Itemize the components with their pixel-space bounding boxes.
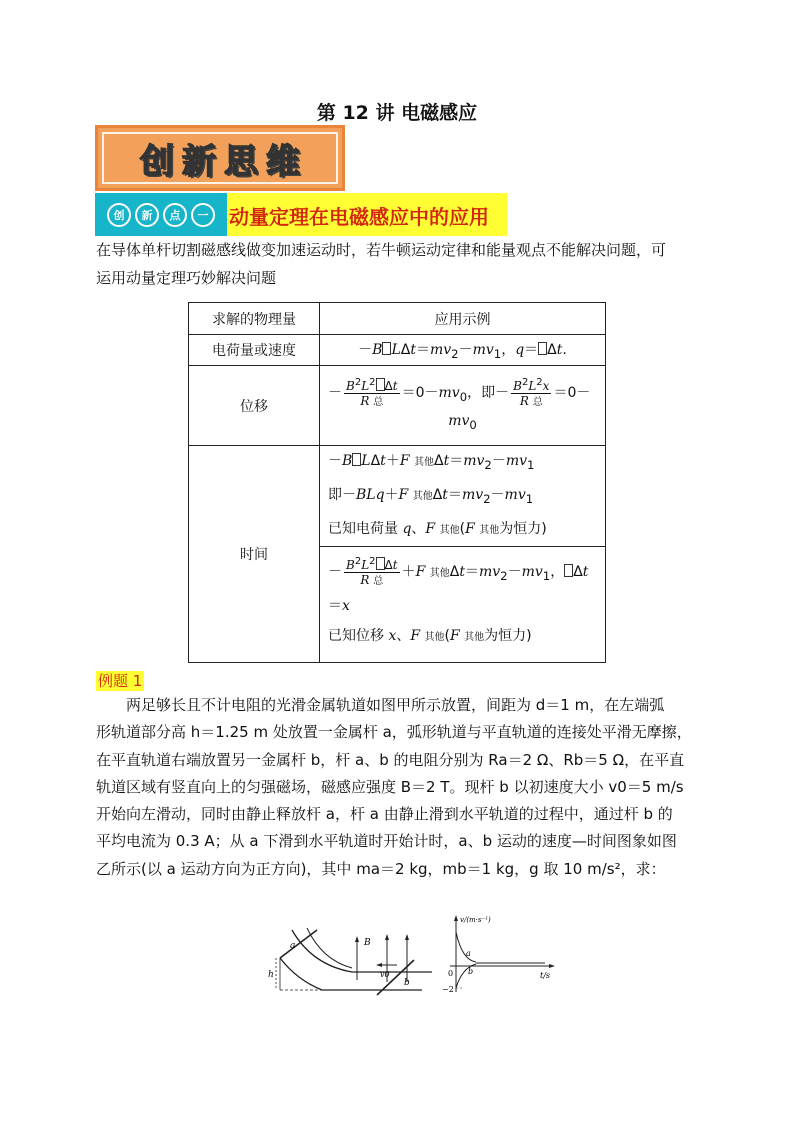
table-header-row <box>189 303 606 335</box>
example-line: 轨道区域有竖直向上的匀强磁场，磁感应强度 B＝2 T。现杆 b 以初速度大小 v0＝5 m/s <box>96 777 684 796</box>
y-axis-label: v/(m·s⁻¹) <box>460 916 491 924</box>
row-label: 电荷量或速度 <box>189 335 320 366</box>
intro-line: 运用动量定理巧妙解决问题 <box>96 269 277 287</box>
curve-b-label: b <box>468 967 474 976</box>
label-a: a <box>290 941 296 951</box>
example-label: 例题 1 <box>98 672 143 690</box>
badge-circle: 创 <box>107 203 131 227</box>
table-header: 应用示例 <box>320 303 606 335</box>
label-b: b <box>404 978 410 988</box>
intro-line: 在导体单杆切割磁感线做变加速运动时，若牛顿运动定律和能量观点不能解决问题，可 <box>96 241 667 259</box>
label-v0: v0 <box>380 970 390 979</box>
banner-char: 新 <box>182 141 216 182</box>
label-h: h <box>268 970 274 980</box>
table-row <box>189 366 606 446</box>
example-line: 在平直轨道右端放置另一金属杆 b，杆 a、b 的电阻分别为 Ra＝2 Ω、Rb＝5 Ω，在平直 <box>96 750 685 769</box>
table-row <box>189 335 606 366</box>
row-label: 时间 <box>189 446 320 663</box>
formula-time-charge: －B LΔt＋F 其他$\Delta t=mv_2-mv_1$ 即－BLq＋F 其他$\Delta t=mv_2-mv_1$ 已知电荷量 q、F 其他(F 其他为恒力) <box>320 446 606 547</box>
table-header: 求解的物理量 <box>189 303 320 335</box>
banner-frame <box>102 132 338 184</box>
innovation-point-badge <box>95 193 227 236</box>
example-line: 两足够长且不计电阻的光滑金属轨道如图甲所示放置，间距为 d＝1 m，在左端弧 <box>126 696 665 714</box>
curve-a-label: a <box>466 949 471 958</box>
example-line: 平均电流为 0.3 A；从 a 下滑到水平轨道时开始计时，a、b 运动的速度—时间图象如图 <box>96 832 677 851</box>
origin-label: 0 <box>448 969 454 978</box>
rail-diagram <box>262 920 442 1005</box>
formula-time-displacement: － $\frac{B^2L^2 \Delta t}{\text{R 总}}$ ＋F 其他$\Delta t=mv_2-mv_1$， Δt ＝x 已知位移 x、F 其他(F 其他为恒力) <box>320 546 606 662</box>
example-line: 乙所示(以 a 运动方向为正方向)，其中 ma＝2 kg，mb＝1 kg，g 取 10 m/s²，求： <box>96 859 666 878</box>
badge-circle: 新 <box>135 203 159 227</box>
banner-char: 思 <box>224 141 258 182</box>
formula-charge: －B $L\Delta t=mv_2-mv_1$，q＝ Δt. <box>320 335 606 366</box>
example-line: 形轨道部分高 h＝1.25 m 处放置一金属杆 a，弧形轨道与平直轨道的连接处平滑无摩擦， <box>96 723 692 742</box>
example-line: 开始向左滑动，同时由静止释放杆 a，杆 a 由静止滑到水平轨道的过程中，通过杆 b 的 <box>96 805 673 824</box>
example-text <box>96 692 706 883</box>
section-heading <box>227 193 507 236</box>
badge-circle: 点 <box>163 203 187 227</box>
neg-tick-label: −2 <box>442 985 454 994</box>
innovation-banner <box>95 125 345 191</box>
table-row <box>189 446 606 547</box>
velocity-time-graph <box>440 912 560 1000</box>
formula-table <box>188 302 606 663</box>
x-axis-label: t/s <box>540 971 551 980</box>
intro-paragraph <box>96 236 706 292</box>
banner-char: 创 <box>140 141 174 182</box>
row-label: 位移 <box>189 366 320 446</box>
section-heading-text: 动量定理在电磁感应中的应用 <box>229 205 489 229</box>
banner-char: 维 <box>266 141 300 182</box>
formula-displacement: － $\frac{B^2L^2 \Delta t}{\text{R 总}}$ $=0-mv_0$，即－ $\frac{B^2L^2x}{\text{R 总}}$ ＝0－ $mv_0$ <box>320 366 606 446</box>
label-B: B <box>364 938 371 948</box>
page-title: 第 12 讲 电磁感应 <box>316 102 478 124</box>
badge-circle: 一 <box>191 203 215 227</box>
